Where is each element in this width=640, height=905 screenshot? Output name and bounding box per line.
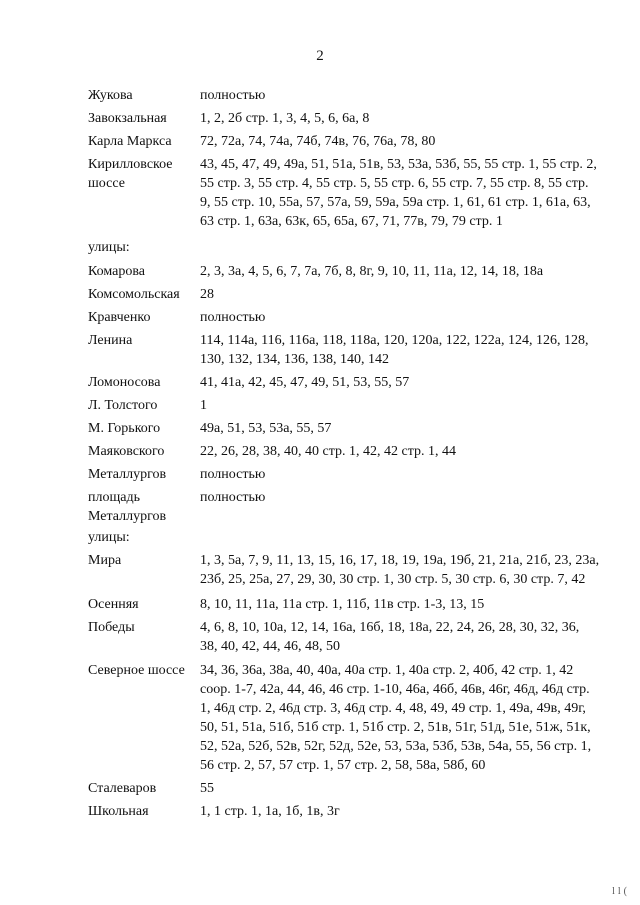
house-numbers: 55	[200, 781, 214, 796]
list-item	[88, 285, 600, 304]
house-numbers: полностью	[200, 467, 266, 482]
street-name: Школьная	[88, 804, 149, 819]
list-item	[88, 396, 600, 415]
list-item	[88, 442, 600, 461]
street-name: Жукова	[88, 88, 133, 103]
list-item	[88, 802, 600, 821]
house-numbers: 22, 26, 28, 38, 40, 40 стр. 1, 42, 42 стр. 1, 44	[200, 444, 457, 459]
list-item	[88, 595, 600, 614]
street-name: Металлургов	[88, 467, 167, 482]
street-name: Сталеваров	[88, 781, 157, 796]
street-name: Ломоносова	[88, 375, 161, 390]
street-name: М. Горького	[88, 421, 161, 436]
list-item	[88, 465, 600, 484]
street-name: Л. Толстого	[88, 398, 158, 413]
section-heading: улицы:	[88, 530, 130, 545]
street-name: Мира	[88, 553, 122, 568]
list-item	[88, 155, 600, 231]
house-numbers: 4, 6, 8, 10, 10а, 12, 14, 16а, 16б, 18, 18а, 22, 24, 26, 28, 30, 32, 36, 38, 40, 42, 44, 46, 48, 50	[200, 620, 580, 654]
street-name: Победы	[88, 620, 135, 635]
street-name: площадь Металлургов	[88, 490, 167, 524]
footer-mark: ll(	[612, 886, 630, 897]
list-item	[88, 109, 600, 128]
house-numbers: 8, 10, 11, 11а, 11а стр. 1, 11б, 11в стр. 1-3, 13, 15	[200, 597, 485, 612]
house-numbers: 72, 72а, 74, 74а, 74б, 74в, 76, 76а, 78, 80	[200, 134, 436, 149]
list-item	[88, 618, 600, 656]
house-numbers: 1, 2, 2б стр. 1, 3, 4, 5, 6, 6а, 8	[200, 111, 370, 126]
page-number: 2	[316, 48, 324, 64]
list-item	[88, 262, 600, 281]
house-numbers: 43, 45, 47, 49, 49а, 51, 51а, 51в, 53, 53а, 53б, 55, 55 стр. 1, 55 стр. 2, 55 стр. 3, 55 стр. 4, 55 стр. 5, 55 стр. 6, 55 стр. 7, 55 стр. 8, 55 стр. 9, 55 стр. 10, 55а, 57, 57а, 59, 59а, 59а стр. 1, 61, 61 стр. 1, 61а, 63, 63 стр. 1, 63а, 63к, 65, 65а, 67, 71, 77в, 79, 79 стр. 1	[200, 157, 597, 229]
address-list	[88, 86, 600, 821]
street-name: Комсомольская	[88, 287, 180, 302]
list-item	[88, 132, 600, 151]
house-numbers: полностью	[200, 310, 266, 325]
house-numbers: 1, 3, 5а, 7, 9, 11, 13, 15, 16, 17, 18, 19, 19а, 19б, 21, 21а, 21б, 23, 23а, 23б, 25, 25а, 27, 29, 30, 30 стр. 1, 30 стр. 5, 30 стр. 6, 30 стр. 7, 42	[200, 553, 600, 587]
street-name: Карла Маркса	[88, 134, 172, 149]
street-name: Комарова	[88, 264, 145, 279]
street-name: Осенняя	[88, 597, 139, 612]
street-name: Маяковского	[88, 444, 165, 459]
house-numbers: 114, 114а, 116, 116а, 118, 118а, 120, 120а, 122, 122а, 124, 126, 128, 130, 132, 134, 136, 138, 140, 142	[200, 333, 589, 367]
list-item	[88, 779, 600, 798]
list-item	[88, 331, 600, 369]
house-numbers: 49а, 51, 53, 53а, 55, 57	[200, 421, 332, 436]
street-name: Кравченко	[88, 310, 151, 325]
house-numbers: 28	[200, 287, 214, 302]
street-name: Завокзальная	[88, 111, 167, 126]
street-name: Северное шоссе	[88, 663, 185, 678]
house-numbers: 1, 1 стр. 1, 1а, 1б, 1в, 3г	[200, 804, 340, 819]
house-numbers: полностью	[200, 490, 266, 505]
list-item	[88, 488, 600, 526]
house-numbers: 34, 36, 36а, 38а, 40, 40а, 40а стр. 1, 40а стр. 2, 40б, 42 стр. 1, 42 соор. 1-7, 42а, 44, 46, 46 стр. 1-10, 46а, 46б, 46в, 46г, 46д, 46д стр. 1, 46д стр. 2, 46д стр. 3, 46д стр. 4, 48, 49, 49 стр. 1, 49а, 49в, 49г, 50, 51, 51а, 51б, 51б стр. 1, 51б стр. 2, 51в, 51г, 51д, 51е, 51ж, 51к, 52, 52а, 52б, 52в, 52г, 52д, 52е, 53, 53а, 53б, 53в, 54а, 55, 56 стр. 1, 56 стр. 2, 57, 57 стр. 1, 57 стр. 2, 58, 58а, 58б, 60	[200, 663, 592, 773]
list-item	[88, 308, 600, 327]
house-numbers: 41, 41а, 42, 45, 47, 49, 51, 53, 55, 57	[200, 375, 410, 390]
list-item	[88, 86, 600, 105]
list-item	[88, 373, 600, 392]
list-item	[88, 661, 600, 775]
section-heading: улицы:	[88, 240, 130, 255]
house-numbers: полностью	[200, 88, 266, 103]
house-numbers: 2, 3, 3а, 4, 5, 6, 7, 7а, 7б, 8, 8г, 9, 10, 11, 11а, 12, 14, 18, 18а	[200, 264, 544, 279]
house-numbers: 1	[200, 398, 207, 413]
street-name: Ленина	[88, 333, 133, 348]
list-item	[88, 551, 600, 589]
street-name: Кирилловское шоссе	[88, 157, 173, 191]
list-item	[88, 419, 600, 438]
